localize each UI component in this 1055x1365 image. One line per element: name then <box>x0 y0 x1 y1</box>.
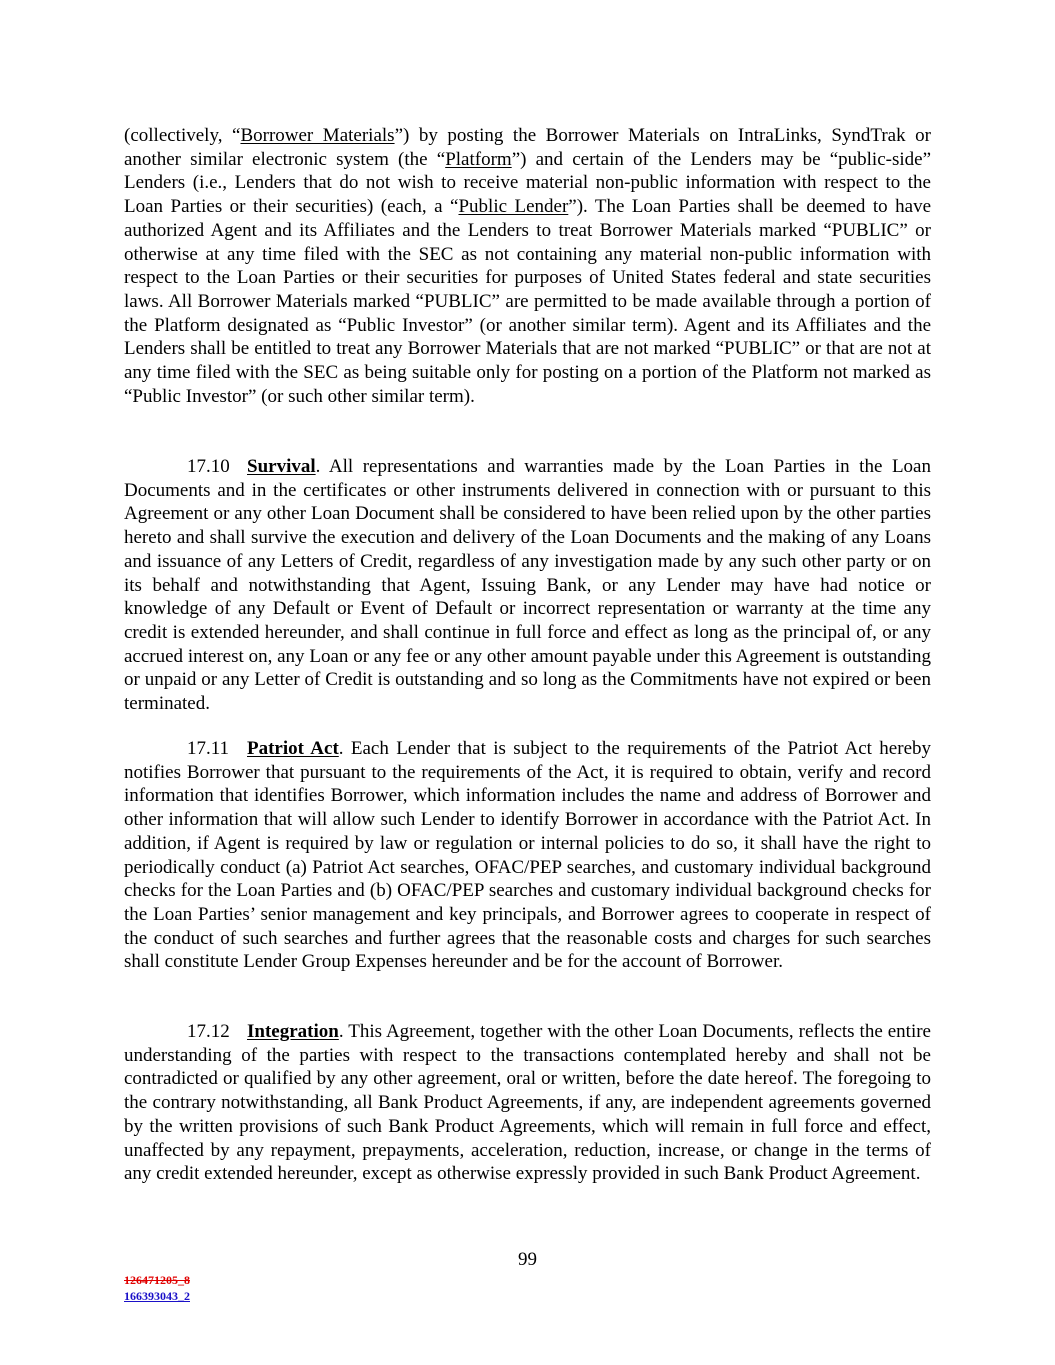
section-body: . Each Lender that is subject to the requirements of the Patriot Act hereby notifies Borrower that pursuant to the requirements of the Act, it is required to obtain, verify and record information that identifies Borrower, which information includes the name and address of Borrower and other information that will allow such Lender to identify Borrower in accordance with the Patriot Act. In addition, if Agent is required by law or regulation or internal policies to do so, it shall have the right to periodically conduct (a) Patriot Act searches, OFAC/PEP searches, and customary individual background checks for the Loan Parties and (b) OFAC/PEP searches and customary individual background checks for the Loan Parties’ senior management and key principals, and Borrower agrees to cooperate in respect of the conduct of such searches and further agrees that the reasonable costs and charges for such searches shall constitute Lender Group Expenses hereunder and be for the account of Borrower. <box>124 738 931 973</box>
section-heading: Patriot Act <box>247 738 339 759</box>
text-run: ”) by posting the Borrower Materials on IntraLinks, SyndTrak or another similar electronic system (the “ <box>124 125 931 170</box>
defined-term-public-lender: Public Lender <box>458 196 569 218</box>
text-run: (collectively, “ <box>124 125 241 146</box>
section-number: 17.10 <box>187 456 230 477</box>
text-run: ”). The Loan Parties shall be deemed to have authorized Agent and its Affiliates and the Lenders to treat Borrower Materials marked “PUBLIC” or otherwise at any time filed with the SEC as not containing any material non-public information with respect to the Loan Parties or their securities for purposes of United States federal and state securities laws. All Borrower Materials marked “PUBLIC” are permitted to be made available through a portion of the Platform designated as “Public Investor” (or another similar term). Agent and its Affiliates and the Lenders shall be entitled to treat any Borrower Materials that are not marked “PUBLIC” or that are not at any time filed with the SEC as being suitable only for posting on a portion of the Platform not marked as “Public Investor” (or such other similar term). <box>124 196 932 407</box>
text-run: ”) and certain of the Lenders may be “public-side” Lenders (i.e., Lenders that do not wish to receive material non-public information with respect to the Loan Parties or their securities) (each, a “ <box>124 148 932 218</box>
section-17-11 <box>124 737 931 974</box>
page-number: 99 <box>518 1249 537 1270</box>
section-17-12 <box>124 1020 931 1186</box>
defined-term-borrower-materials: Borrower Materials <box>240 125 395 146</box>
old-document-id: 126471205_8 <box>124 1273 190 1287</box>
section-heading: Integration <box>247 1021 339 1042</box>
new-document-id: 166393043_2 <box>124 1289 190 1303</box>
defined-term-platform: Platform <box>445 148 512 170</box>
section-body: . All representations and warranties made by the Loan Parties in the Loan Documents and in the certificates or other instruments delivered in connection with or pursuant to this Agreement or any other Loan Document shall be considered to have been relied upon by the other parties hereto and shall survive the execution and delivery of the Loan Documents and the making of any Loans and issuance of any Letters of Credit, regardless of any investigation made by any such other party or on its behalf and notwithstanding that Agent, Issuing Bank, or any Lender may have had notice or knowledge of any Default or Event of Default or incorrect representation or warranty at the time any credit is extended hereunder, and shall continue in full force and effect as long as the principal of, or any accrued interest on, any Loan or any fee or any other amount payable under this Agreement is outstanding or unpaid or any Letter of Credit is outstanding and so long as the Commitments have not expired or been terminated. <box>124 456 931 715</box>
section-17-10 <box>124 455 931 716</box>
section-heading: Survival <box>247 456 316 477</box>
section-number: 17.11 <box>187 738 230 759</box>
continued-paragraph <box>124 124 931 408</box>
section-body: . This Agreement, together with the other Loan Documents, reflects the entire understanding of the parties with respect to the transactions contemplated hereby and shall not be contradicted or qualified by any other agreement, oral or written, before the date hereof. The foregoing to the contrary notwithstanding, all Bank Product Agreements, if any, are independent agreements governed by the written provisions of such Bank Product Agreements, which will remain in full force and effect, unaffected by any repayment, prepayments, acceleration, reduction, increase, or change in the terms of any credit extended hereunder, except as otherwise expressly provided in such Bank Product Agreement. <box>124 1021 931 1185</box>
document-ids <box>124 1272 190 1304</box>
section-number: 17.12 <box>187 1021 230 1042</box>
